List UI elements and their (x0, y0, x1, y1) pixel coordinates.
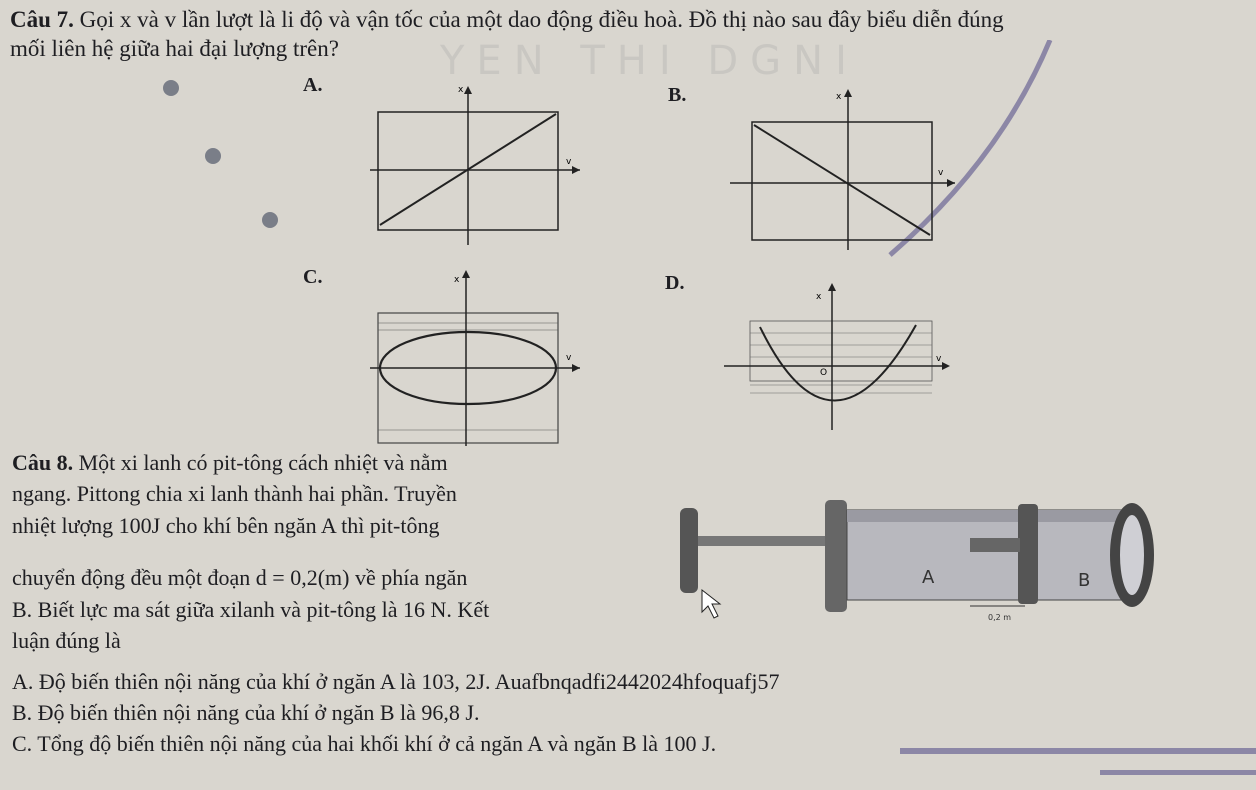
option-b-label: B. (668, 84, 687, 106)
watermark-text: YEN THI DGNI (440, 38, 859, 84)
graph-d (720, 275, 960, 435)
answer-c: C. Tổng độ biến thiên nội năng của hai khối khí ở cả ngăn A và ngăn B là 100 J. (12, 731, 717, 756)
question-7-text: Gọi x và v lần lượt là li độ và vận tốc của một dao động điều hoà. Đồ thị nào sau đây biểu diễn đúng (79, 7, 1004, 32)
cylinder-figure (670, 488, 1170, 628)
graph-a-x-label: x (458, 85, 464, 95)
graph-b (730, 85, 960, 255)
graph-d-x-label: x (816, 292, 822, 302)
option-d-label: D. (665, 272, 685, 294)
graph-d-v-label: v (936, 354, 942, 364)
question-8-line5: B. Biết lực ma sát giữa xilanh và pit-tông là 16 N. Kết (12, 597, 490, 622)
question-8-line4: chuyển động đều một đoạn d = 0,2(m) về phía ngăn (12, 565, 468, 590)
decor-stripe (1100, 770, 1256, 775)
question-7-line1 (10, 5, 1240, 35)
chamber-b-label: B (1078, 570, 1091, 591)
decor-dot (205, 148, 221, 164)
question-7-line2: mối liên hệ giữa hai đại lượng trên? (10, 36, 339, 61)
question-8-line2: ngang. Pittong chia xi lanh thành hai phần. Truyền (12, 481, 457, 506)
question-7-number: Câu 7. (10, 7, 74, 32)
question-8-line1 (12, 448, 448, 478)
decor-stripe (900, 748, 1256, 754)
option-c-label: C. (303, 266, 323, 288)
graph-c-x-label: x (454, 275, 460, 285)
graph-c (370, 268, 590, 448)
question-8-line3: nhiệt lượng 100J cho khí bên ngăn A thì pit-tông (12, 513, 440, 538)
question-8-number: Câu 8. (12, 450, 74, 475)
option-a-label: A. (303, 74, 323, 96)
chamber-a-label: A (922, 567, 935, 588)
graph-a-v-label: v (566, 157, 572, 167)
question-8-text-1: Một xi lanh có pit-tông cách nhiệt và nằm (78, 450, 448, 475)
question-8-line6: luận đúng là (12, 628, 121, 653)
graph-a (370, 80, 590, 250)
graph-d-origin-label: O (820, 368, 828, 378)
answer-a: A. Độ biến thiên nội năng của khí ở ngăn A là 103, 2J. Auafbnqadfi2442024hfoquafj57 (12, 669, 780, 694)
distance-label: 0,2 m (988, 613, 1012, 622)
answer-b: B. Độ biến thiên nội năng của khí ở ngăn B là 96,8 J. (12, 700, 480, 725)
decor-dot (262, 212, 278, 228)
decor-dot (163, 80, 179, 96)
graph-c-v-label: v (566, 353, 572, 363)
graph-b-v-label: v (938, 168, 944, 178)
graph-b-x-label: x (836, 92, 842, 102)
